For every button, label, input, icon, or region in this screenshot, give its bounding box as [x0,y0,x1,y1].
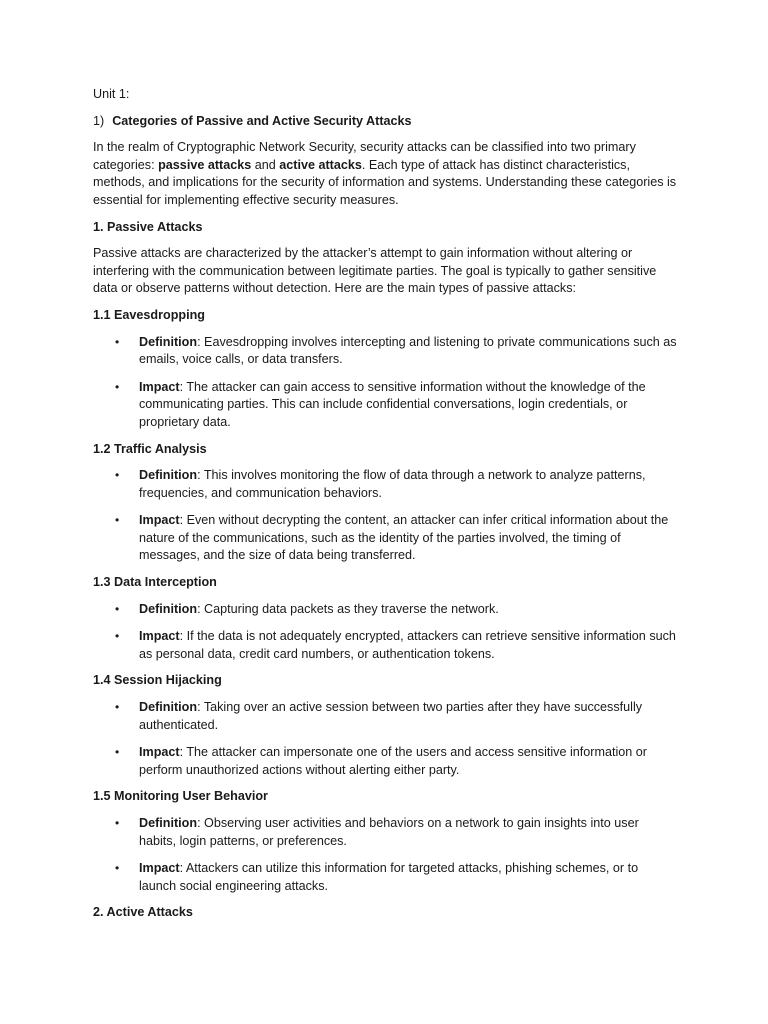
main-heading-title: Categories of Passive and Active Security Attacks [112,113,412,128]
intro-paragraph [93,139,678,209]
bullet-item [93,512,678,565]
bullet-term: Impact [139,379,180,394]
subsection-heading: 1.2 Traffic Analysis [93,441,207,456]
bullet-text: : The attacker can impersonate one of the users and access sensitive information or perform unauthorized actions without alerting either party. [139,745,647,777]
bullet-text: : Taking over an active session between two parties after they have successfully authenticated. [139,700,643,732]
bullet-text: : Capturing data packets as they traverse the network. [197,601,499,616]
subsection-heading: 1.3 Data Interception [93,575,217,590]
bullet-term: Impact [139,629,180,644]
bullet-text: : Attackers can utilize this information for targeted attacks, phishing schemes, or to launch social engineering attacks. [139,861,639,893]
bullet-icon: • [115,379,120,394]
bullet-list [93,334,678,432]
bullet-item [93,699,678,734]
passive-subsections [93,307,678,895]
bullet-item [93,601,678,619]
bullet-item [93,860,678,895]
bullet-term: Definition [139,601,198,616]
intro-bold-active: active attacks [279,157,362,172]
bullet-icon: • [115,745,120,760]
bullet-term: Impact [139,861,180,876]
bullet-term: Definition [139,816,198,830]
intro-text-2: and [251,157,280,172]
intro-text-1: In the realm of Cryptographic Network Security, security attacks can be classified into two primary categories: [93,140,636,172]
bullet-text: : Eavesdropping involves intercepting and listening to private communications such as emails, voice calls, or data transfers. [139,334,677,367]
bullet-term: Definition [139,334,198,349]
unit-label: Unit 1: [93,87,130,101]
subsection-heading: 1.5 Monitoring User Behavior [93,789,268,804]
bullet-term: Impact [139,513,180,528]
bullet-item [93,815,678,850]
bullet-item [93,628,678,663]
section-heading-active: 2. Active Attacks [93,905,193,920]
main-heading [93,113,678,131]
bullet-text: : This involves monitoring the flow of data through a network to analyze patterns, frequencies, and communication behaviors. [139,468,646,500]
bullet-text: : The attacker can gain access to sensitive information without the knowledge of the communicating parties. This can include confidential conversations, login credentials, or proprietary data. [139,379,646,429]
bullet-icon: • [115,861,120,876]
subsection-heading: 1.4 Session Hijacking [93,673,222,688]
bullet-item [93,467,678,502]
intro-text-3: . Each type of attack has distinct characteristics, methods, and implications for the security of information and systems. Understanding these categories is essential for implementing effective security measures. [93,157,677,207]
bullet-item [93,379,678,432]
bullet-text: : Even without decrypting the content, an attacker can infer critical information about the nature of the communications, such as the identity of the parties involved, the timing of messages, and the size of data being transferred. [139,513,669,563]
passive-description: Passive attacks are characterized by the attacker’s attempt to gain information without altering or interfering with the communication between legitimate parties. The goal is typically to gather sensitive data or observe patterns without detection. Here are the main types of passive attacks: [93,246,657,296]
bullet-term: Impact [139,745,180,760]
main-heading-number: 1) [93,113,105,128]
bullet-icon: • [115,700,120,715]
bullet-list [93,467,678,565]
subsection-heading: 1.1 Eavesdropping [93,307,205,322]
intro-bold-passive: passive attacks [158,157,252,172]
bullet-term: Definition [139,700,198,715]
bullet-icon: • [115,629,120,644]
bullet-icon: • [115,816,120,830]
section-heading-passive: 1. Passive Attacks [93,219,203,234]
bullet-icon: • [115,334,120,349]
bullet-text: : Observing user activities and behaviors on a network to gain insights into user habits, login patterns, or preferences. [139,816,639,848]
bullet-item [93,334,678,369]
bullet-list [93,815,678,895]
bullet-icon: • [115,468,120,483]
bullet-icon: • [115,513,120,528]
bullet-list [93,699,678,779]
bullet-list [93,601,678,664]
bullet-term: Definition [139,468,198,483]
bullet-text: : If the data is not adequately encrypted, attackers can retrieve sensitive information such as personal data, credit card numbers, or authentication tokens. [139,629,676,661]
bullet-icon: • [115,601,120,616]
bullet-item [93,744,678,779]
